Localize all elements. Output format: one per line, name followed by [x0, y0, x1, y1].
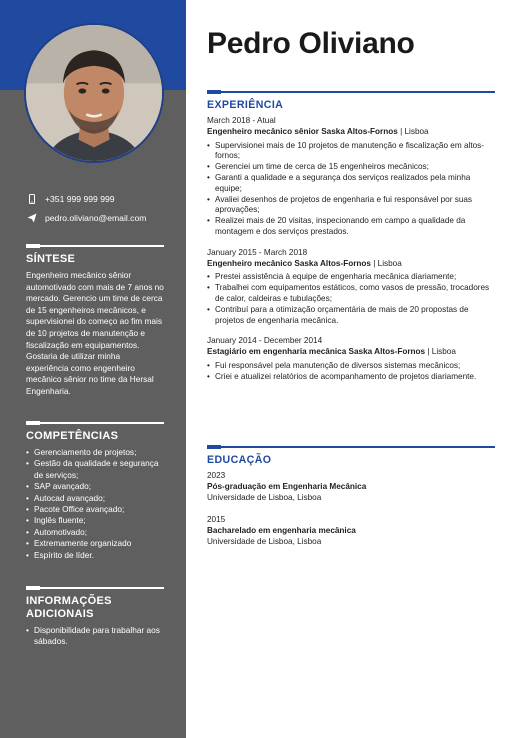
skills-list — [26, 447, 164, 561]
section-divider — [26, 422, 164, 424]
list-item: • Gestão da qualidade e segurança de serviços; — [26, 458, 164, 481]
education-school: Universidade de Lisboa, Lisboa — [207, 536, 322, 546]
skills-title: COMPETÊNCIAS — [26, 430, 119, 442]
job-role-line — [207, 347, 495, 358]
job-bullets — [207, 272, 495, 326]
section-divider — [207, 446, 495, 448]
section-divider — [207, 91, 495, 93]
job-date: January 2015 - March 2018 — [207, 247, 308, 257]
skills-section — [26, 422, 164, 561]
list-item: • SAP avançado; — [26, 481, 164, 492]
profile-photo — [24, 23, 164, 163]
list-item: • Avaliei desenhos de projetos de engenharia e fui responsável por suas aprovações; — [207, 195, 495, 217]
job-date: March 2018 - Atual — [207, 116, 276, 125]
education-entry — [207, 515, 495, 547]
list-item: • Pacote Office avançado; — [26, 504, 164, 515]
list-item: • Criei e atualizei relatórios de acompanhamento de projetos diariamente. — [207, 372, 495, 383]
job-location: | Lisboa — [373, 258, 402, 268]
education-school: Universidade de Lisboa, Lisboa — [207, 492, 322, 502]
summary-section — [26, 245, 164, 398]
job-date: January 2014 - December 2014 — [207, 336, 323, 346]
additional-info-list — [26, 625, 164, 648]
list-item: • Realizei mais de 20 visitas, inspecionando em campo a qualidade da montagem e dos serviços prestados. — [207, 216, 495, 238]
education-year: 2023 — [207, 471, 226, 480]
section-divider — [26, 245, 164, 247]
summary-text: Engenheiro mecânico sênior automotivado com mais de 7 anos no mercado. Gerencio um time de cerca de 15 engenheiros mecânicos, e supervisionei do começo ao fim mais de 10 projetos de manutenção e fiscalização em equipamentos. Gostaria de utilizar minha experiência como engenheiro mecânico sênior no time da Hersal Engenharia. — [26, 270, 164, 396]
list-item: • Gerenciei um time de cerca de 15 engenheiros mecânicos; — [207, 162, 495, 173]
job-bullets — [207, 361, 495, 383]
list-item: • Espírito de líder. — [26, 550, 164, 561]
education-entry — [207, 471, 495, 503]
summary-title: SÍNTESE — [26, 253, 76, 265]
send-icon — [26, 213, 37, 224]
list-item: • Extremamente organizado — [26, 538, 164, 549]
job-entry — [207, 116, 495, 238]
list-item: • Prestei assistência à equipe de engenharia mecânica diariamente; — [207, 272, 495, 283]
education-section — [207, 446, 495, 548]
job-role-line — [207, 259, 495, 270]
person-name: Pedro Oliviano — [207, 27, 415, 60]
additional-info-title: INFORMAÇÕES ADICIONAIS — [26, 595, 112, 620]
list-item: • Disponibilidade para trabalhar aos sábados. — [26, 625, 164, 648]
list-item: • Fui responsável pela manutenção de diversos sistemas mecânicos; — [207, 361, 495, 372]
job-entry — [207, 336, 495, 382]
sidebar — [0, 0, 186, 738]
experience-title: EXPERIÊNCIA — [207, 99, 284, 111]
education-degree: Bacharelado em engenharia mecânica — [207, 526, 356, 536]
job-role-line — [207, 127, 495, 138]
phone-icon — [26, 194, 37, 205]
job-bullets — [207, 141, 495, 238]
job-role: Engenheiro mecânico Saska Altos-Fornos — [207, 258, 371, 268]
job-location: | Lisboa — [427, 347, 456, 357]
contact-info — [26, 190, 176, 228]
additional-info-section — [26, 587, 164, 648]
contact-email — [26, 209, 176, 227]
portrait-illustration — [26, 25, 162, 161]
experience-section — [207, 91, 495, 383]
list-item: • Autocad avançado; — [26, 493, 164, 504]
contact-phone — [26, 190, 176, 208]
list-item: • Gerenciamento de projetos; — [26, 447, 164, 458]
email-address: pedro.oliviano@email.com — [45, 213, 147, 223]
list-item: • Garanti a qualidade e a segurança dos serviços realizados pela minha equipe; — [207, 173, 495, 195]
list-item: • Trabalhei com equipamentos estáticos, como vasos de pressão, trocadores de calor, caldeiras e tubulações; — [207, 283, 495, 305]
list-item: • Contribuí para a otimização orçamentária de mais de 20 propostas de projetos de engenharia mecânica. — [207, 305, 495, 327]
job-role: Estagiário em engenharia mecânica Saska Altos-Fornos — [207, 347, 426, 357]
education-degree: Pós-graduação em Engenharia Mecânica — [207, 481, 367, 491]
phone-number: +351 999 999 999 — [45, 194, 115, 204]
list-item: • Automotivado; — [26, 527, 164, 538]
list-item: • Inglês fluente; — [26, 515, 164, 526]
job-location: | Lisboa — [400, 126, 429, 136]
job-entry — [207, 248, 495, 327]
education-year: 2015 — [207, 515, 226, 525]
job-role: Engenheiro mecânico sênior Saska Altos-Fornos — [207, 126, 398, 136]
education-title: EDUCAÇÃO — [207, 454, 272, 466]
section-divider — [26, 587, 164, 589]
list-item: • Supervisionei mais de 10 projetos de manutenção e fiscalização em altos-fornos; — [207, 141, 495, 163]
